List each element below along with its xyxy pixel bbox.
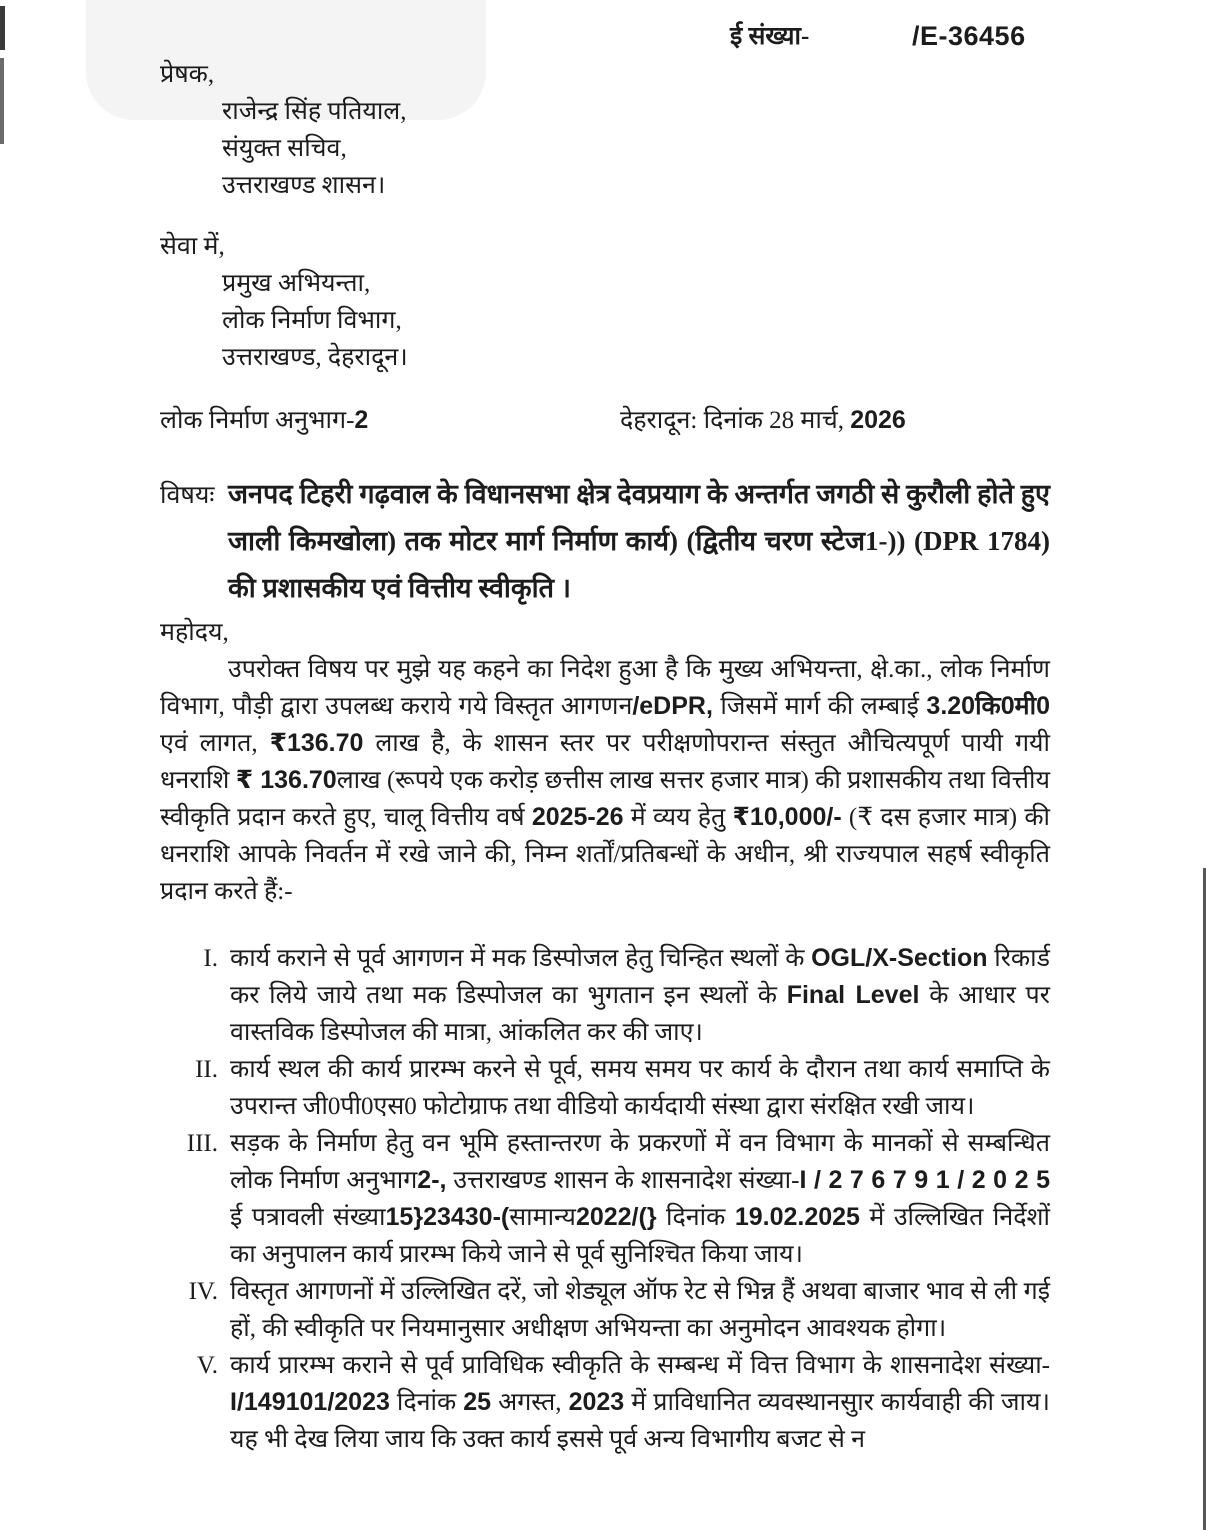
- sender-designation: संयुक्त सचिव,: [222, 135, 347, 162]
- condition-2-text: कार्य स्थल की कार्य प्रारम्भ करने से पूर्व, समय समय पर कार्य के दौरान तथा कार्य समाप्ति के उपरान्त जी0पी0एस0 फोटोग्राफ तथा वीडियो कार्यदायी संस्था द्वारा संरक्षित रखी जाय।: [230, 1056, 1050, 1120]
- place-date: देहरादून: दिनांक 28 मार्च, 2026: [620, 406, 906, 434]
- e-number-label: ई संख्या-: [730, 23, 810, 50]
- condition-4-numeral: IV.: [188, 1278, 218, 1305]
- conditions-list: [160, 940, 1050, 1458]
- subject-label: विषयः: [160, 482, 215, 509]
- scan-artifact-left-edge-top: [0, 6, 5, 50]
- condition-item-1: [160, 940, 1050, 1051]
- section-date-row: [160, 402, 1050, 439]
- condition-2-numeral: II.: [195, 1056, 218, 1083]
- recipient-label: सेवा में,: [160, 233, 225, 260]
- condition-3-text: सड़क के निर्माण हेतु वन भूमि हस्तान्तरण के प्रकरणों में वन विभाग के मानकों से सम्बन्धित लोक निर्माण अनुभाग2-, उत्तराखण्ड शासन के शासनादेश संख्या-I / 2 7 6 7 9 1 / 2 0 2 5 ई पत्रावली संख्या15}23430-(सामान्य2022/(} दिनांक 19.02.2025 में उल्लिखित निर्देशों का अनुपालन कार्य प्रारम्भ किये जाने से पूर्व सुनिश्चित किया जाय।: [230, 1130, 1050, 1268]
- condition-item-5: [160, 1347, 1050, 1458]
- condition-item-2: [160, 1051, 1050, 1125]
- recipient-designation: प्रमुख अभियन्ता,: [222, 270, 371, 297]
- condition-3-numeral: III.: [186, 1130, 218, 1157]
- condition-5-numeral: V.: [196, 1352, 218, 1379]
- recipient-address: उत्तराखण्ड, देहरादून।: [222, 344, 408, 371]
- recipient-department: लोक निर्माण विभाग,: [222, 307, 402, 334]
- condition-item-3: [160, 1125, 1050, 1273]
- condition-4-text: विस्तृत आगणनों में उल्लिखित दरें, जो शेड्यूल ऑफ रेट से भिन्न हैं अथवा बाजार भाव से ली गई हों, की स्वीकृति पर नियमानुसार अधीक्षण अभियन्ता का अनुमोदन आवश्यक होगा।: [230, 1278, 1050, 1342]
- condition-1-numeral: I.: [203, 945, 218, 972]
- sender-label: प्रेषक,: [160, 61, 215, 88]
- sender-name: राजेन्द्र सिंह पतियाल,: [222, 98, 407, 125]
- e-number-row: [160, 18, 1050, 56]
- salutation: महोदय,: [160, 619, 229, 646]
- e-number-value: /E-36456: [912, 21, 1026, 51]
- sender-organization: उत्तराखण्ड शासन।: [222, 172, 386, 199]
- condition-1-text: कार्य कराने से पूर्व आगणन में मक डिस्पोजल हेतु चिन्हित स्थलों के OGL/X-Section रिकार्ड कर लिये जाये तथा मक डिस्पोजल का भुगतान इन स्थलों के Final Level के आधार पर वास्तविक डिस्पोजल की मात्रा, आंकलित कर की जाए।: [230, 944, 1050, 1046]
- condition-5-text: कार्य प्रारम्भ कराने से पूर्व प्राविधिक स्वीकृति के सम्बन्ध में वित्त विभाग के शासनादेश संख्या-I/149101/2023 दिनांक 25 अगस्त, 2023 में प्राविधानित व्यवस्थानसुार कार्यवाही की जाय। यह भी देख लिया जाय कि उक्त कार्य इससे पूर्व अन्य विभागीय बजट से न: [230, 1352, 1050, 1453]
- section-name: लोक निर्माण अनुभाग-2: [160, 406, 369, 434]
- subject-text: जनपद टिहरी गढ़वाल के विधानसभा क्षेत्र देवप्रयाग के अन्तर्गत जगठी से कुरौली होते हुए जाली किमखोला) तक मोटर मार्ग निर्माण कार्य) (द्वितीय चरण स्टेज1-)) (DPR 1784) की प्रशासकीय एवं वित्तीय स्वीकृति ।: [228, 479, 1050, 603]
- subject-block: [160, 471, 1050, 612]
- body-paragraph: उपरोक्त विषय पर मुझे यह कहने का निदेश हुआ है कि मुख्य अभियन्ता, क्षे.का., लोक निर्माण विभाग, पौड़ी द्वारा उपलब्ध कराये गये विस्तृत आगणन/eDPR, जिसमें मार्ग की लम्बाई 3.20कि0मी0 एवं लागत, ₹136.70 लाख है, के शासन स्तर पर परीक्षणोपरान्त संस्तुत औचित्यपूर्ण पायी गयी धनराशि ₹ 136.70लाख (रूपये एक करोड़ छत्तीस लाख सत्तर हजार मात्र) की प्रशासकीय तथा वित्तीय स्वीकृति प्रदान करते हुए, चालू वित्तीय वर्ष 2025-26 में व्यय हेतु ₹10,000/- (₹ दस हजार मात्र) की धनराशि आपके निवर्तन में रखे जाने की, निम्न शर्तों/प्रतिबन्धों के अधीन, श्री राज्यपाल सहर्ष स्वीकृति प्रदान करते हैं:-: [160, 656, 1050, 905]
- condition-item-4: [160, 1273, 1050, 1347]
- scan-artifact-left-edge-lower: [0, 58, 4, 144]
